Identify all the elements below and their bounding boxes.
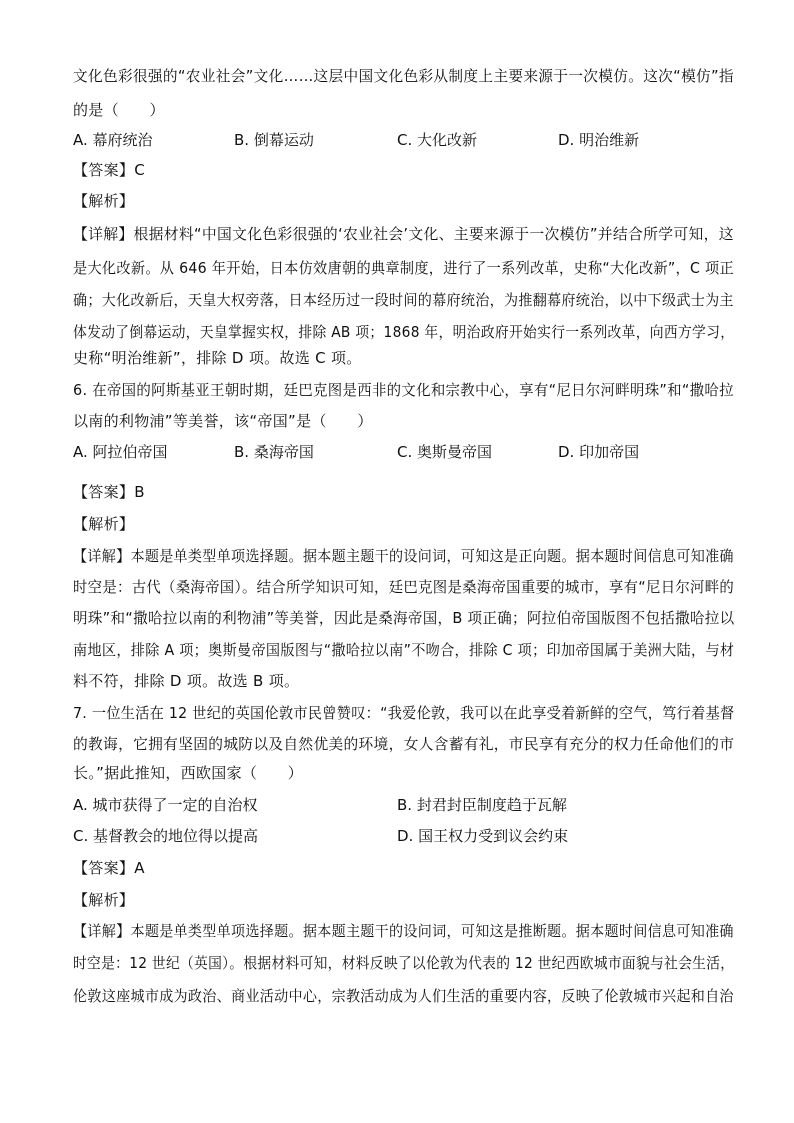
q7-option-b: B. 封君封臣制度趋于瓦解 [397, 796, 567, 814]
q6-detail-line-4: 南地区，排除 A 项；奥斯曼帝国版图与“撒哈拉以南”不吻合，排除 C 项；印加帝国属于美洲大陆，与材 [73, 641, 735, 659]
q6-stem-line-1: 6. 在帝国的阿斯基亚王朝时期，廷巴克图是西非的文化和宗教中心，享有“尼日尔河畔明珠”和“撒哈拉 [73, 381, 734, 399]
q5-detail-line-3: 确；大化改新后，天皇大权旁落，日本经历过一段时间的幕府统治，为推翻幕府统治，以中下级武士为主 [73, 291, 734, 309]
q6-option-c: C. 奥斯曼帝国 [397, 443, 493, 461]
q5-answer: 【答案】C [73, 161, 145, 179]
q7-stem-line-3: 长。”据此推知，西欧国家（ ） [73, 764, 304, 782]
q6-option-d: D. 印加帝国 [558, 443, 640, 461]
q7-answer: 【答案】A [73, 859, 145, 877]
q7-option-a: A. 城市获得了一定的自治权 [73, 796, 258, 814]
q5-detail-line-1: 【详解】根据材料“中国文化色彩很强的‘农业社会’文化、主要来源于一次模仿”并结合所学可知，这 [73, 225, 734, 243]
q5-option-b: B. 倒幕运动 [234, 131, 314, 149]
q6-detail-line-3: 明珠”和“撒哈拉以南的利物浦”等美誉，因此是桑海帝国，B 项正确；阿拉伯帝国版图不包括撒哈拉以 [73, 609, 735, 627]
q5-detail-line-5: 史称“明治维新”，排除 D 项。故选 C 项。 [73, 349, 362, 367]
q7-analysis-label: 【解析】 [73, 891, 135, 909]
q6-analysis-label: 【解析】 [73, 515, 135, 533]
q7-detail-line-1: 【详解】本题是单类型单项选择题。据本题主题干的设问词，可知这是推断题。据本题时间信息可知准确 [73, 922, 734, 940]
q6-option-b: B. 桑海帝国 [234, 443, 314, 461]
q7-stem-line-2: 的教诲，它拥有坚固的城防以及自然优美的环境，女人含蓄有礼，市民享有充分的权力任命他们的市 [73, 735, 735, 753]
q7-detail-line-3: 伦敦这座城市成为政治、商业活动中心，宗教活动成为人们生活的重要内容，反映了伦敦城市兴起和自治 [73, 987, 734, 1005]
q7-option-c: C. 基督教会的地位得以提高 [73, 827, 259, 845]
q6-answer: 【答案】B [73, 483, 145, 501]
q5-option-d: D. 明治维新 [558, 131, 640, 149]
q6-option-a: A. 阿拉伯帝国 [73, 443, 168, 461]
q5-analysis-label: 【解析】 [73, 192, 135, 210]
q5-option-a: A. 幕府统治 [73, 131, 153, 149]
q6-stem-line-2: 以南的利物浦”等美誉，该“帝国”是（ ） [73, 412, 373, 430]
q6-detail-line-5: 料不符，排除 D 项。故选 B 项。 [73, 672, 300, 690]
q5-detail-line-2: 是大化改新。从 646 年开始，日本仿效唐朝的典章制度，进行了一系列改革，史称“大化改新”，C 项正 [73, 259, 734, 277]
q5-stem-line-2: 的是（ ） [73, 101, 165, 119]
q5-stem-line-1: 文化色彩很强的“农业社会”文化……这层中国文化色彩从制度上主要来源于一次模仿。这次“模仿”指 [73, 67, 734, 85]
q7-stem-line-1: 7. 一位生活在 12 世纪的英国伦敦市民曾赞叹：“我爱伦敦，我可以在此享受着新鲜的空气，笃行着基督 [73, 704, 735, 722]
q6-detail-line-1: 【详解】本题是单类型单项选择题。据本题主题干的设问词，可知这是正向题。据本题时间信息可知准确 [73, 547, 734, 565]
q5-option-c: C. 大化改新 [397, 131, 478, 149]
q6-detail-line-2: 时空是：古代（桑海帝国）。结合所学知识可知，廷巴克图是桑海帝国重要的城市，享有“尼日尔河畔的 [73, 578, 735, 596]
q7-detail-line-2: 时空是：12 世纪（英国）。根据材料可知，材料反映了以伦敦为代表的 12 世纪西欧城市面貌与社会生活， [73, 954, 735, 972]
q7-option-d: D. 国王权力受到议会约束 [397, 827, 569, 845]
q5-detail-line-4: 体发动了倒幕运动，天皇掌握实权，排除 AB 项；1868 年，明治政府开始实行一系列改革，向西方学习， [73, 323, 735, 341]
